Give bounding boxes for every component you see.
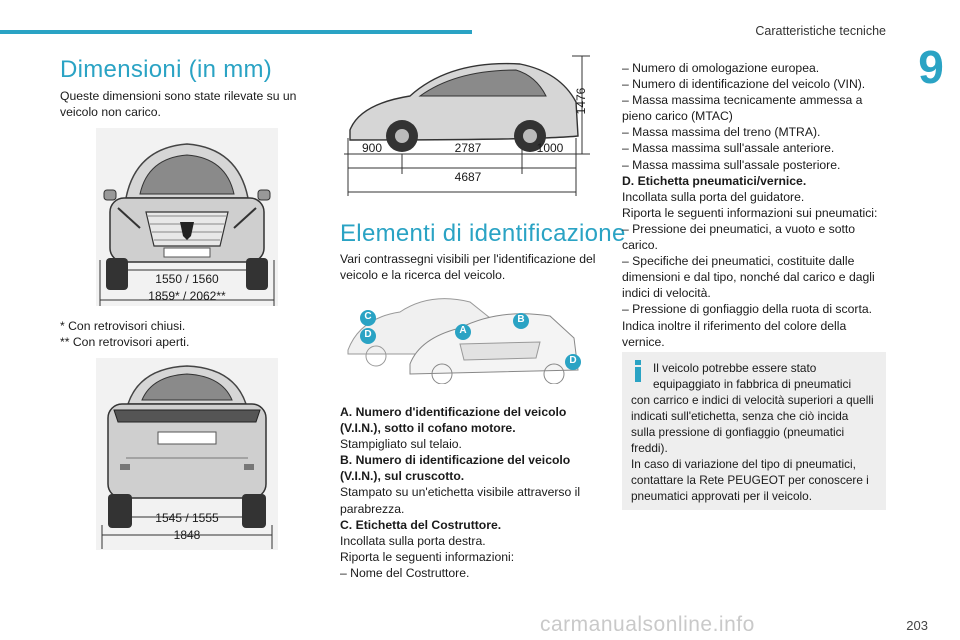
rc-line: Riporta le seguenti informazioni sui pneumatici: (622, 205, 878, 220)
rc-line: D. Etichetta pneumatici/vernice. (622, 173, 807, 188)
info-line: pneumatici approvati per il veicolo. (631, 489, 812, 503)
marker-a-label: A (459, 325, 467, 336)
marker-d-left-label: D (364, 329, 372, 340)
identification-text (340, 404, 600, 581)
info-line: indicati sull'etichetta, senza che ciò incida (631, 409, 849, 423)
dimensions-intro: Queste dimensioni sono state rilevate su un veicolo non carico. (60, 89, 297, 120)
identification-figure (340, 288, 590, 384)
id-line: B. Numero di identificazione del veicolo (340, 453, 571, 468)
rc-line: – Pressione di gonfiaggio della ruota di scorta. (622, 302, 872, 317)
info-line: sulla pressione di gonfiaggio (pneumatici (631, 425, 845, 439)
rc-line: – Specifiche dei pneumatici, costituite dalle (622, 254, 855, 269)
id-line: parabrezza. (340, 501, 405, 516)
page-number: 203 (906, 618, 928, 633)
id-line: (V.I.N.), sul cruscotto. (340, 469, 465, 484)
marker-b-label: B (517, 314, 525, 325)
front-width-label: 1859* / 2062** (148, 289, 226, 303)
rc-line: – Massa massima sull'assale anteriore. (622, 141, 835, 156)
front-track-label: 1550 / 1560 (155, 272, 219, 286)
rear-width-label: 1848 (173, 528, 201, 542)
side-rear-overhang-label: 1000 (536, 141, 564, 155)
info-line: contattare la Rete PEUGEOT per conoscere i (631, 473, 869, 487)
rc-line: pieno carico (MTAC) (622, 109, 733, 124)
info-line: con carrico e indici di velocità superiori a quelli (631, 393, 874, 407)
watermark: carmanualsonline.info (540, 613, 755, 636)
mirror-note-open: ** Con retrovisori aperti. (60, 335, 190, 349)
rc-line: vernice. (622, 334, 665, 349)
header-accent-bar (0, 30, 472, 34)
id-line: Stampato su un'etichetta visibile attraverso il (340, 485, 581, 500)
identification-intro: Vari contrassegni visibili per l'identificazione del veicolo e la ricerca del veicolo. (340, 252, 596, 283)
id-line: – Nome del Costruttore. (340, 565, 470, 580)
running-header-title: Caratteristiche tecniche (755, 24, 886, 38)
rc-line: – Numero di identificazione del veicolo (VIN). (622, 77, 866, 92)
side-height-label: 1476 (574, 87, 588, 115)
label-details-text (622, 60, 888, 350)
id-line: (V.I.N.), sotto il cofano motore. (340, 421, 516, 436)
info-line: Il veicolo potrebbe essere stato (653, 361, 817, 375)
marker-d-right-label: D (569, 355, 577, 366)
id-line: Riporta le seguenti informazioni: (340, 549, 515, 564)
rc-line: – Numero di omologazione europea. (622, 61, 820, 75)
rc-line: carico. (622, 238, 658, 253)
id-line: Incollata sulla porta destra. (340, 533, 486, 548)
info-box-text (631, 360, 883, 504)
side-length-label: 4687 (454, 170, 482, 184)
info-line: In caso di variazione del tipo di pneumatici, (631, 457, 856, 471)
rc-line: indici di velocità. (622, 286, 711, 301)
rc-line: Indica inoltre il riferimento del colore della (622, 318, 847, 333)
info-line: freddi). (631, 441, 668, 455)
rc-line: – Massa massima del treno (MTRA). (622, 125, 821, 140)
chapter-number: 9 (918, 41, 944, 93)
id-line: C. Etichetta del Costruttore. (340, 517, 502, 532)
rc-line: dimensioni e dal tipo, nonché dal carico e dagli (622, 270, 875, 285)
side-front-overhang-label: 900 (361, 141, 383, 155)
section-title-identification: Elementi di identificazione (340, 220, 626, 247)
rc-line: Incollata sulla porta del guidatore. (622, 189, 805, 204)
rc-line: – Pressione dei pneumatici, a vuoto e sotto (622, 221, 856, 236)
mirror-note-closed: * Con retrovisori chiusi. (60, 319, 186, 333)
id-line: A. Numero d'identificazione del veicolo (340, 405, 567, 419)
id-line: Stampigliato sul telaio. (340, 437, 462, 452)
rc-line: – Massa massima tecnicamente ammessa a (622, 93, 863, 108)
info-line: equipaggiato in fabbrica di pneumatici (653, 377, 852, 391)
section-title-dimensions: Dimensioni (in mm) (60, 56, 273, 83)
rear-track-label: 1545 / 1555 (155, 511, 219, 525)
rc-line: – Massa massima sull'assale posteriore. (622, 157, 841, 172)
marker-c-label: C (364, 311, 372, 322)
side-wheelbase-label: 2787 (454, 141, 482, 155)
